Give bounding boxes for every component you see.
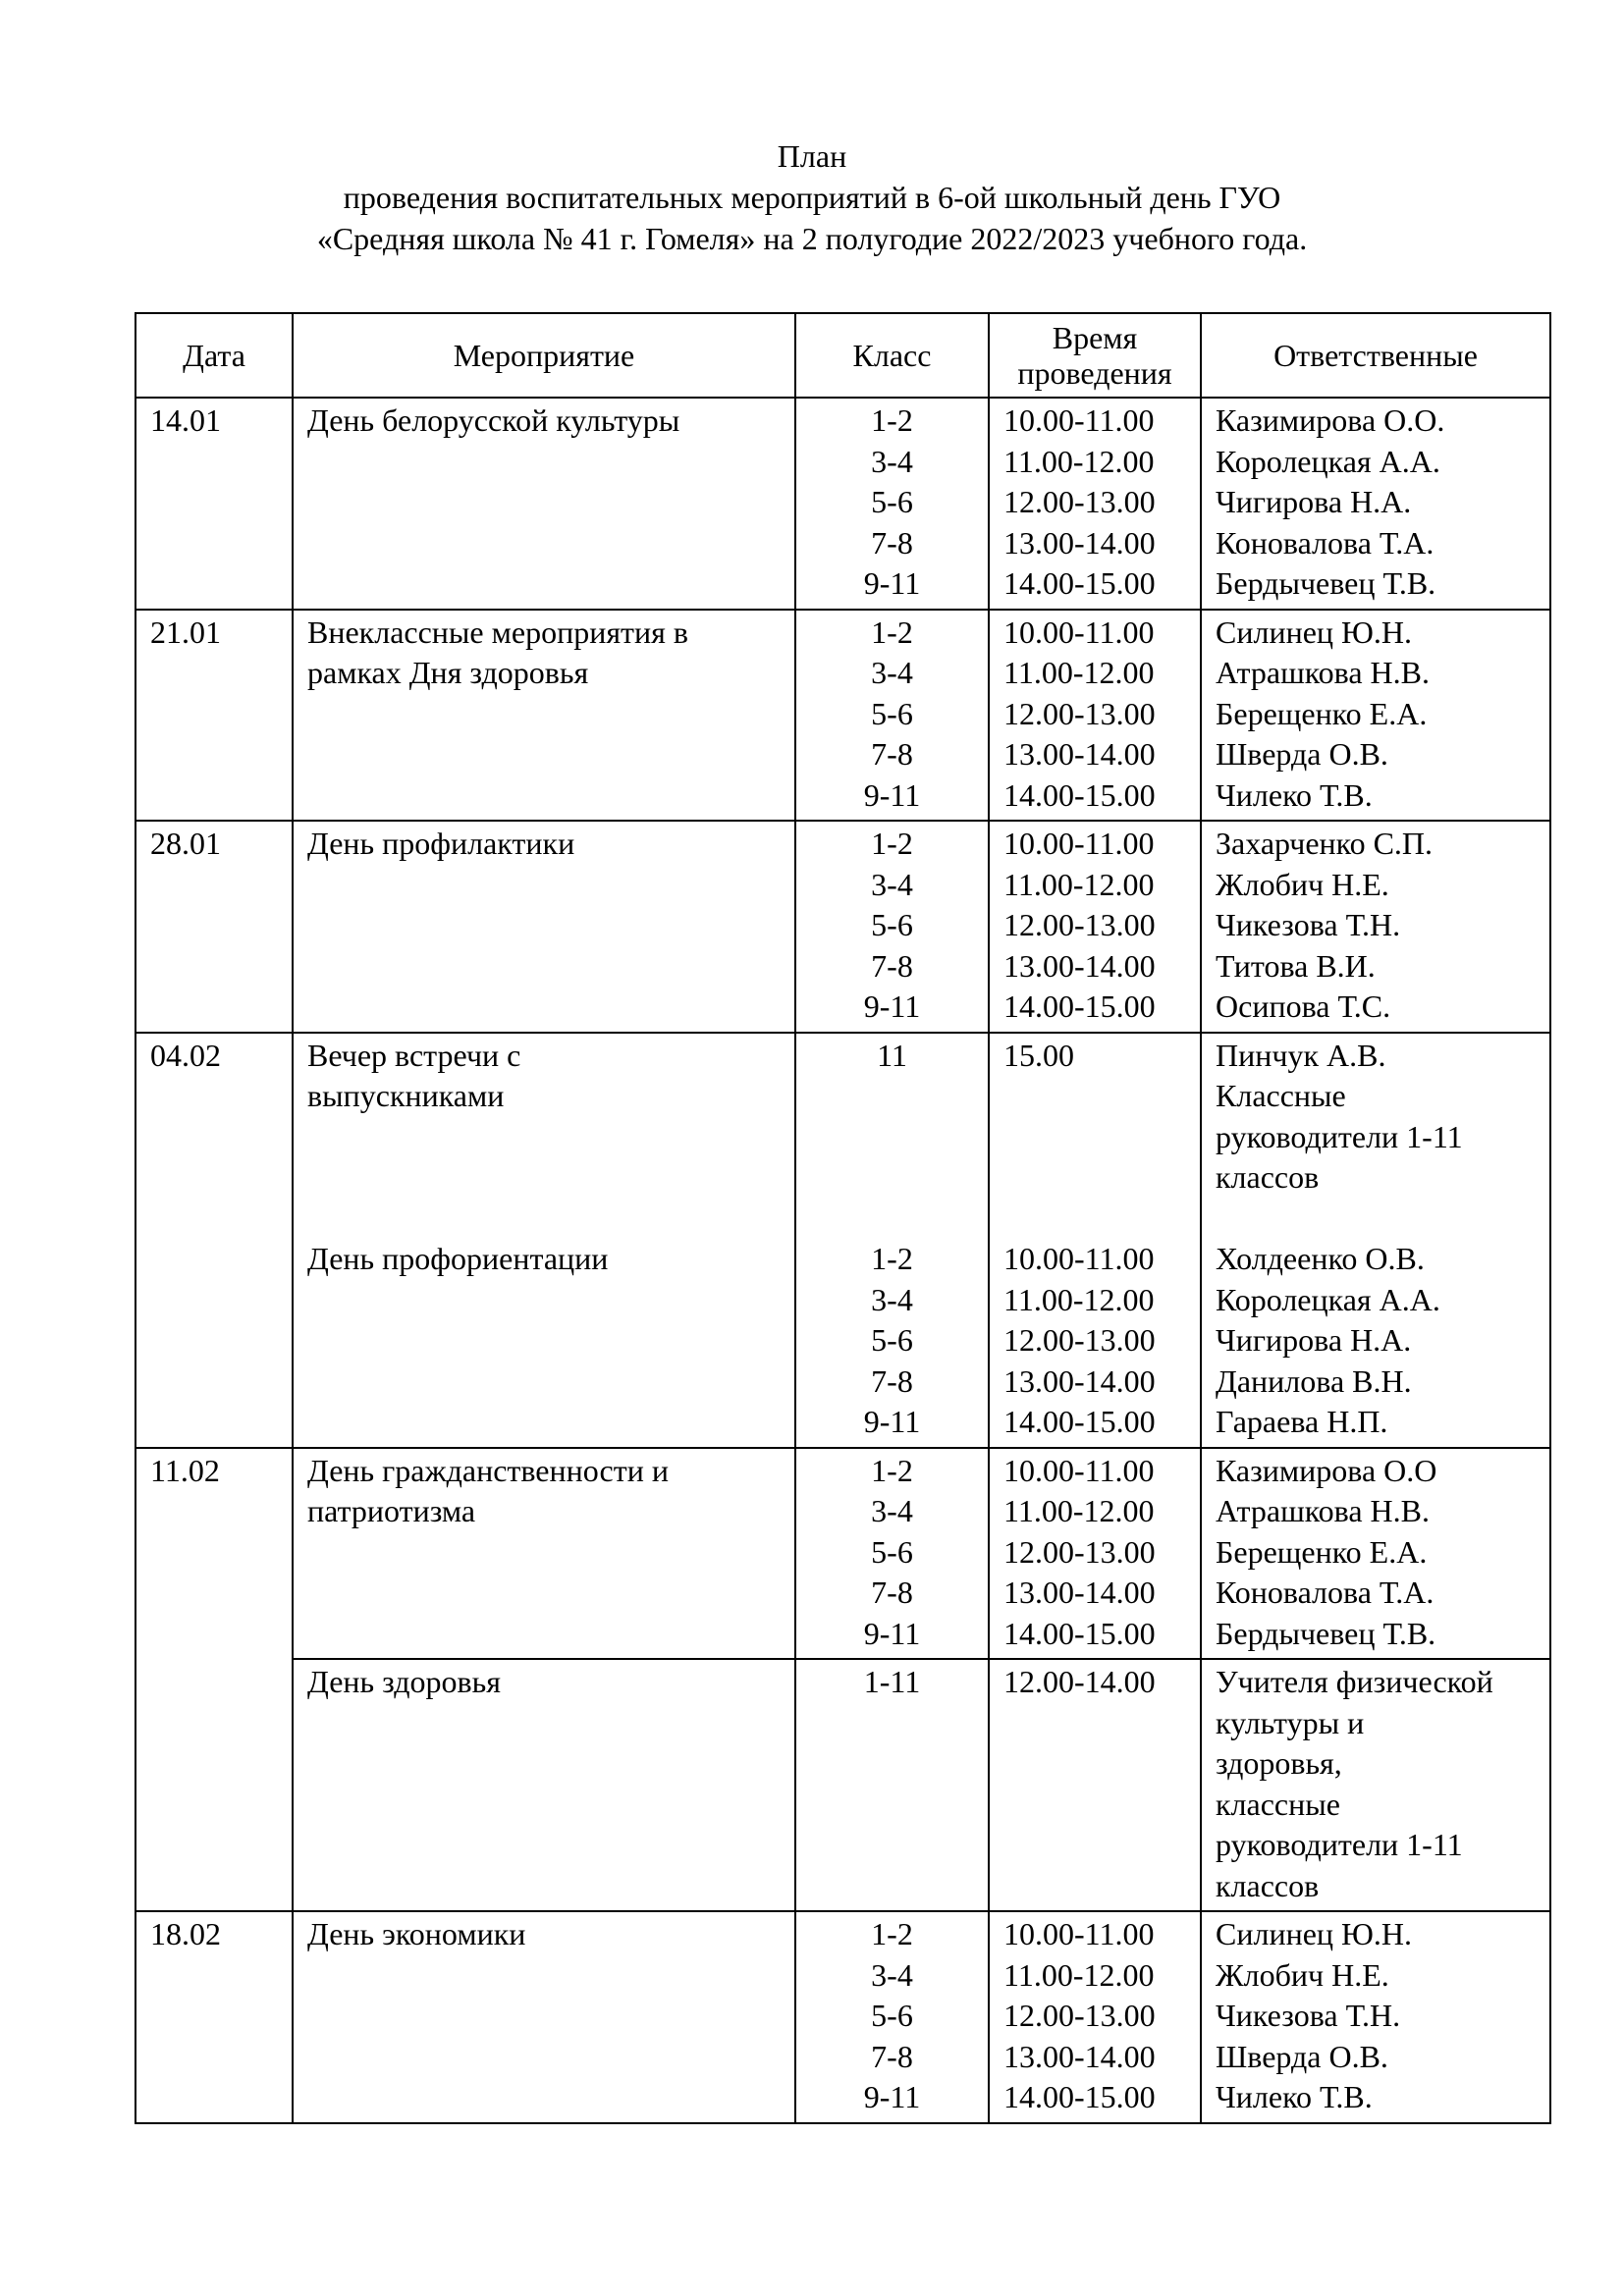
responsible-cell: Захарченко С.П. Жлобич Н.Е. Чикезова Т.Н. Титова В.И. Осипова Т.С.: [1201, 821, 1550, 1033]
header-event: Мероприятие: [293, 313, 795, 398]
event-cell: Внеклассные мероприятия в рамках Дня здоровья: [293, 610, 795, 822]
table-row: [135, 1911, 1550, 2123]
table-header-row: [135, 313, 1550, 398]
event-cell: День профилактики: [293, 821, 795, 1033]
time-cell: 15.00 10.00-11.00 11.00-12.00 12.00-13.00 13.00-14.00 14.00-15.00: [989, 1033, 1201, 1448]
header-class: Класс: [795, 313, 989, 398]
document-header: [0, 135, 1624, 259]
date-cell: 18.02: [135, 1911, 293, 2123]
event-cell: День здоровья: [293, 1659, 795, 1911]
header-time-line2: проведения: [1017, 355, 1172, 391]
table-row: [135, 821, 1550, 1033]
time-cell: 10.00-11.00 11.00-12.00 12.00-13.00 13.00-14.00 14.00-15.00: [989, 821, 1201, 1033]
date-cell: 21.01: [135, 610, 293, 822]
event-cell: День белорусской культуры: [293, 398, 795, 610]
date-cell: 14.01: [135, 398, 293, 610]
plan-subtitle-line1: проведения воспитательных мероприятий в 6-ой школьный день ГУО: [343, 180, 1281, 215]
plan-title: План: [777, 138, 847, 174]
table-row: [135, 1033, 1550, 1448]
date-cell: 11.02: [135, 1448, 293, 1912]
event-cell: Вечер встречи с выпускниками День профориентации: [293, 1033, 795, 1448]
class-cell: 11 1-2 3-4 5-6 7-8 9-11: [795, 1033, 989, 1448]
plan-subtitle-line2: «Средняя школа № 41 г. Гомеля» на 2 полугодие 2022/2023 учебного года.: [316, 221, 1308, 256]
responsible-cell: Учителя физической культуры и здоровья, классные руководители 1-11 классов: [1201, 1659, 1550, 1911]
time-cell: 10.00-11.00 11.00-12.00 12.00-13.00 13.00-14.00 14.00-15.00: [989, 398, 1201, 610]
class-cell: 1-2 3-4 5-6 7-8 9-11: [795, 1448, 989, 1660]
events-table: [135, 312, 1551, 2124]
responsible-cell: Пинчук А.В. Классные руководители 1-11 классов Холдеенко О.В. Королецкая А.А. Чигирова Н.А. Данилова В.Н. Гараева Н.П.: [1201, 1033, 1550, 1448]
table-row: [135, 610, 1550, 822]
event-cell: День экономики: [293, 1911, 795, 2123]
time-cell: 10.00-11.00 11.00-12.00 12.00-13.00 13.00-14.00 14.00-15.00: [989, 1911, 1201, 2123]
class-cell: 1-2 3-4 5-6 7-8 9-11: [795, 610, 989, 822]
responsible-cell: Силинец Ю.Н. Атрашкова Н.В. Берещенко Е.А. Шверда О.В. Чилеко Т.В.: [1201, 610, 1550, 822]
responsible-cell: Силинец Ю.Н. Жлобич Н.Е. Чикезова Т.Н. Шверда О.В. Чилеко Т.В.: [1201, 1911, 1550, 2123]
table-row: [135, 1448, 1550, 1660]
event-cell: День гражданственности и патриотизма: [293, 1448, 795, 1660]
class-cell: 1-11: [795, 1659, 989, 1911]
date-cell: 28.01: [135, 821, 293, 1033]
time-cell: 10.00-11.00 11.00-12.00 12.00-13.00 13.00-14.00 14.00-15.00: [989, 1448, 1201, 1660]
table-row: [135, 1659, 1550, 1911]
date-cell: 04.02: [135, 1033, 293, 1448]
class-cell: 1-2 3-4 5-6 7-8 9-11: [795, 1911, 989, 2123]
header-responsible: Ответственные: [1201, 313, 1550, 398]
table-row: [135, 398, 1550, 610]
time-cell: 10.00-11.00 11.00-12.00 12.00-13.00 13.00-14.00 14.00-15.00: [989, 610, 1201, 822]
header-date: Дата: [135, 313, 293, 398]
responsible-cell: Казимирова О.О Атрашкова Н.В. Берещенко Е.А. Коновалова Т.А. Бердычевец Т.В.: [1201, 1448, 1550, 1660]
header-time: [989, 313, 1201, 398]
header-time-line1: Время: [1052, 320, 1138, 355]
class-cell: 1-2 3-4 5-6 7-8 9-11: [795, 821, 989, 1033]
time-cell: 12.00-14.00: [989, 1659, 1201, 1911]
class-cell: 1-2 3-4 5-6 7-8 9-11: [795, 398, 989, 610]
responsible-cell: Казимирова О.О. Королецкая А.А. Чигирова Н.А. Коновалова Т.А. Бердычевец Т.В.: [1201, 398, 1550, 610]
